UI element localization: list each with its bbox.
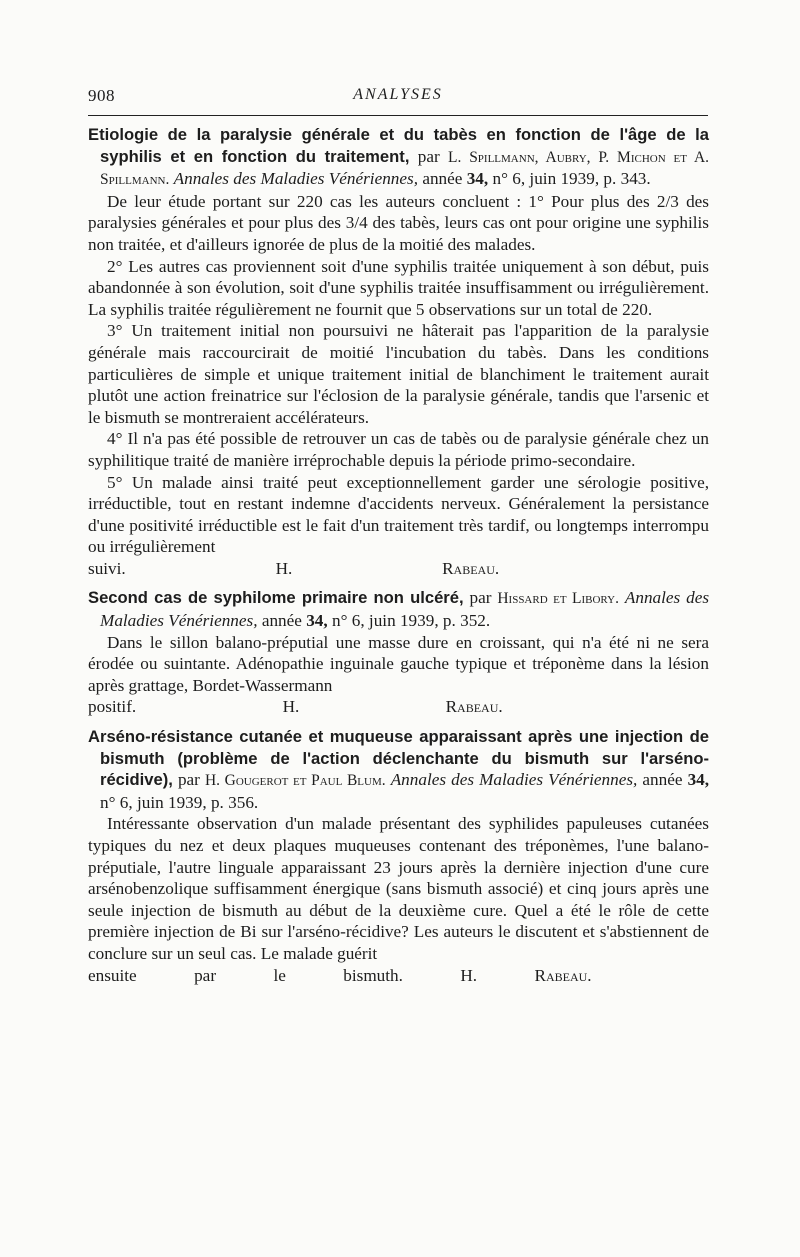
body-paragraph: 4° Il n'a pas été possible de retrouver un cas de tabès ou de paralysie générale chez un syphilitique traité de manière irréprochable depuis la période primo-secondaire. (88, 429, 709, 470)
body-paragraph: Intéressante observation d'un malade présentant des syphilides papuleuses cutanées typiques du nez et deux plaques muqueuses contenant des tréponèmes, l'une balano-préputiale, l'autre linguale apparaissant 23 jours après la dernière injection d'une cure arsénobenzolique suffisamment énergique (sans bismuth associé) et cinq jours après une seule injection de bismuth au début de la deuxième cure. Quel a été le rôle de cette première injection de Bi sur l'arséno-récidive? Les auteurs le discutent et s'abstiennent de conclure sur un seul cas. Le malade guérit (88, 814, 709, 963)
journal-name: Annales des Maladies Vénériennes, (100, 588, 710, 631)
closing-words: ensuite par le bismuth. (88, 965, 403, 985)
article-authors: L. Spillmann, Aubry, P. Michon et A. Spillmann. (100, 148, 710, 189)
body-paragraph: 5° Un malade ainsi traité peut exceptionnellement garder une sérologie positive, irréductible, tout en restant indemne d'accidents nerveux. Généralement la persistance d'une positivité irréductible est le fait d'un traitement très tardif, ou longtemps interrompu ou irrégulièrement (88, 472, 709, 557)
page-header (88, 86, 708, 110)
signature-line (88, 696, 709, 718)
article-authors: H. Gougerot et Paul Blum. (204, 772, 386, 790)
article-title: Arséno-résistance cutanée et muqueuse apparaissant après une injection de bismuth (problème de l'action déclenchante du bismuth sur l'arséno-récidive), (88, 727, 709, 790)
journal-volume: 34, (306, 611, 328, 631)
journal-name: Annales des Maladies Vénériennes, (173, 169, 419, 189)
article-title: Etiologie de la paralysie générale et du tabès en fonction de l'âge de la syphilis et en fonction du traitement, (88, 125, 709, 166)
page-number: 908 (88, 86, 115, 105)
body-paragraph: 3° Un traitement initial non poursuivi ne hâterait pas l'apparition de la paralysie générale mais raccourcirait de moitié l'incubation du tabès. Dans les conditions particulières de simple et unique traitement initial de blanchiment le traitement aurait plutôt une action freinatrice sur l'éclosion de la paralysie générale, tandis que l'arsenic et le bismuth se montreraient accélérateurs. (88, 321, 709, 427)
review-article (88, 726, 709, 986)
article-authors: Hissard et Libory. (497, 590, 619, 608)
year-label: année (261, 611, 302, 631)
issue-pages: n° 6, juin 1939, p. 352. (331, 611, 491, 631)
authors-prefix: par (417, 146, 440, 166)
year-label: année (422, 169, 463, 189)
issue-pages: n° 6, juin 1939, p. 356. (100, 792, 259, 812)
body-paragraph: 2° Les autres cas proviennent soit d'une syphilis traitée uniquement à son début, puis abandonnée à son évolution, soit d'une syphilis traitée insuffisamment ou irrégulièrement. La syphilis traitée régulièrement ne fournit que 5 observations sur un total de 220. (88, 256, 709, 319)
journal-name: Annales des Maladies Vénériennes, (390, 770, 638, 790)
body-paragraph: De leur étude portant sur 220 cas les auteurs concluent : 1° Pour plus des 2/3 des paralysies générales et pour plus des 3/4 des tabès, leurs cas ont pour origine une syphilis non traitée, et d'ailleurs ignorée de plus de la moitié des malades. (88, 191, 709, 254)
reviewer-signature: H. Rabeau. (275, 558, 500, 578)
journal-volume: 34, (687, 770, 710, 790)
reviewer-signature: H. Rabeau. (460, 965, 592, 985)
signature-line (88, 558, 709, 580)
article-heading (88, 726, 710, 813)
article-column (88, 124, 709, 994)
review-article (88, 587, 709, 718)
header-rule (88, 115, 708, 116)
review-article (88, 124, 709, 579)
reviewer-signature: H. Rabeau. (282, 697, 503, 717)
running-title: ANALYSES (353, 86, 443, 103)
journal-volume: 34, (466, 169, 489, 189)
closing-words: suivi. (88, 558, 126, 578)
closing-words: positif. (88, 697, 137, 717)
authors-prefix: par (469, 588, 492, 608)
article-heading (88, 587, 710, 631)
issue-pages: n° 6, juin 1939, p. 343. (492, 169, 651, 189)
body-paragraph: Dans le sillon balano-préputial une masse dure en croissant, qui n'a été ni ne sera érodée ou suintante. Adénopathie inguinale gauche typique et tréponème dans la lésion après grattage, Bordet-Wassermann (88, 632, 709, 695)
signature-line (88, 965, 709, 987)
article-heading (88, 124, 710, 191)
article-title: Second cas de syphilome primaire non ulcéré, (88, 588, 464, 608)
year-label: année (642, 770, 683, 790)
authors-prefix: par (177, 770, 200, 790)
